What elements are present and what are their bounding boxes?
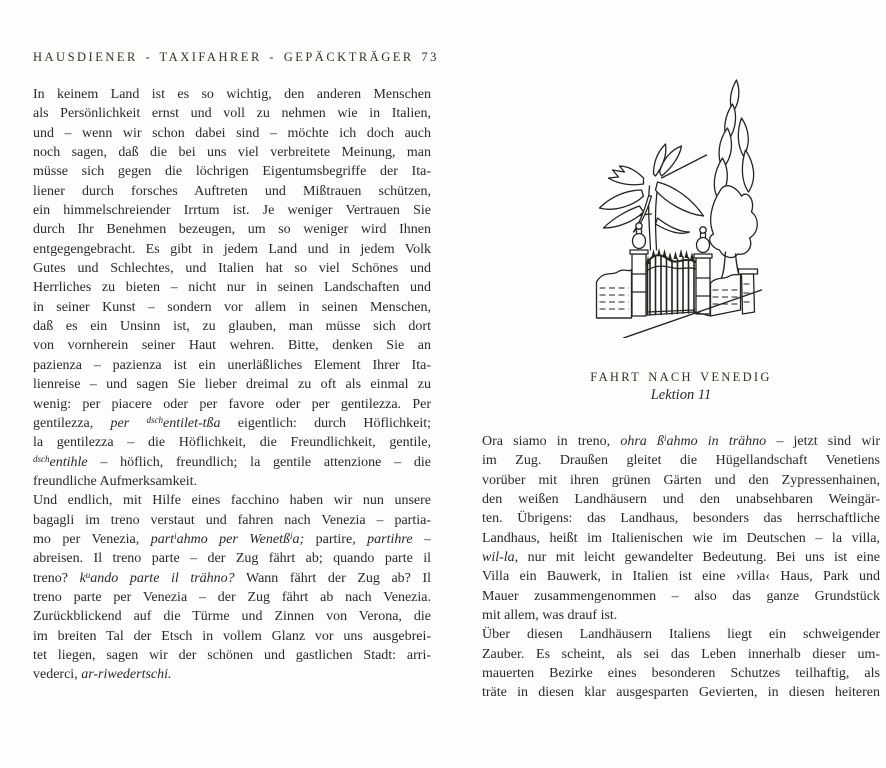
text-segment: dsch (146, 415, 163, 426)
text-segment: abreisen. Il treno parte – der Zug fährt ab; quando parte il (33, 551, 431, 567)
text-line (33, 588, 431, 607)
text-segment: i (663, 433, 667, 444)
text-line (33, 433, 431, 452)
text-line (482, 664, 880, 683)
text-line (482, 625, 880, 644)
right-page-body (482, 432, 880, 703)
text-segment: Ora siamo in treno, (482, 434, 621, 449)
text-segment: In keinem Land ist es so wichtig, den anderen Menschen (33, 87, 431, 102)
text-segment: eigentlich: durch Höflichkeit; (220, 415, 431, 431)
text-segment: mauerten Bezirke eines besonderen Schutzes teilhaftig, als (482, 666, 880, 682)
text-line (33, 317, 431, 336)
text-line (482, 548, 880, 567)
text-line (33, 240, 431, 259)
text-segment: Wann fährt der Zug ab? Il (234, 570, 431, 586)
text-segment: noch sagen, daß die bei uns viel verbreitete Meinung, man (33, 145, 431, 161)
text-segment: Über diesen Landhäusern Italiens liegt ein schweigender (482, 627, 880, 643)
text-line (33, 395, 431, 414)
text-segment: müsse sich gegen die löchrigen Eigentumsbegriffe der Ita- (33, 164, 431, 180)
text-segment: , nur mit leicht gewandelter Bedeutung. Bei uns ist eine (514, 550, 880, 566)
iron-gate (646, 248, 696, 315)
text-line (33, 375, 431, 394)
text-segment: bagagli im treno verstaut und fahren nach Venezia – partia- (33, 512, 431, 528)
text-segment: pazienza – pazienza ist ein unerläßliches Element Ihrer Ita- (33, 357, 431, 373)
chapter-subheading: Lektion 11 (650, 387, 712, 403)
text-line (33, 143, 431, 162)
text-line (482, 451, 880, 470)
text-segment: i (290, 531, 293, 542)
leafy-tree (600, 144, 707, 250)
text-line (33, 453, 431, 472)
text-segment: Gutes und Schlechtes, und Italien hat so viel Schönes und (33, 261, 431, 277)
text-segment: den weißen Landhäusern und den unabsehbaren Weingär- (482, 492, 880, 508)
text-line (482, 567, 880, 586)
text-segment: Zurückblickend auf die Türme und Zinnen von Verona, die (33, 609, 431, 625)
text-segment: entihle (49, 454, 88, 470)
text-segment: vederci, (33, 667, 82, 683)
text-line (482, 587, 880, 606)
text-segment: – höflich, freundlich; la gentile attenzione – die (87, 454, 431, 470)
text-line (33, 124, 431, 143)
text-line (482, 529, 880, 548)
text-line (482, 490, 880, 509)
text-segment: Herrliches zu bieten – nicht nur in seinen Landschaften und (33, 280, 431, 296)
text-line (33, 201, 431, 220)
text-segment: Landhaus, heißt im Italienischen wie im Deutschen – la villa, (482, 530, 880, 546)
chapter-heading: FAHRT NACH VENEDIG (590, 370, 772, 384)
text-line (482, 606, 880, 625)
text-segment: ar-riwedertschi. (81, 667, 172, 683)
text-line (33, 298, 431, 317)
text-segment: per (110, 415, 147, 431)
text-segment: ando parte il trähno? (90, 570, 235, 586)
text-segment: – (412, 531, 431, 547)
text-line (33, 356, 431, 375)
running-head: HAUSDIENER - TAXIFAHRER - GEPÄCKTRÄGER 73 (33, 50, 439, 64)
text-segment: im breiten Tal der Etsch in vollem Glanz vor uns ausgebrei- (33, 628, 431, 644)
text-segment: Villa ein Bauwerk, in Italien ist eine ›villa‹ Haus, Park und (482, 569, 880, 585)
text-line (33, 182, 431, 201)
text-segment: träte in diesen klar ausgesparten Gevierten, in diesen heiteren (482, 685, 880, 701)
text-segment: in seiner Kunst – sondern vor allem in seinen Menschen, (33, 299, 431, 315)
text-line (482, 683, 880, 702)
text-segment: und – wenn wir schon dabei sind – möchte ich doch auch (33, 125, 431, 141)
text-segment: – jetzt sind wir (766, 434, 880, 449)
text-line (33, 549, 431, 568)
text-line (33, 414, 431, 433)
text-line (33, 646, 431, 665)
garden-gate-illustration (592, 78, 770, 338)
text-segment: liener durch forsches Auftreten und Mißtrauen schützen, (33, 183, 431, 199)
text-segment: als Persönlichkeit ernst und voll zu nehmen wie in Italien, (33, 106, 431, 122)
text-segment: im Zug. Draußen gleitet die Hügellandschaft Venetiens (482, 453, 880, 469)
text-segment: u (85, 569, 91, 580)
text-segment: ein himmelschreiender Irrtum ist. Je weniger Vertrauen Sie (33, 203, 431, 219)
text-segment: Und endlich, mit Hilfe eines facchino haben wir nun unsere (33, 493, 431, 509)
text-segment: daß es ein Unsinn ist, zu glauben, man müsse sich dort (33, 319, 431, 335)
text-segment: treno? (33, 570, 80, 586)
text-segment: Mauer zusammengenommen – also das ganze Grundstück (482, 588, 880, 604)
text-segment: lienreise – und sagen Sie lieber dreimal zu oft als einmal zu (33, 377, 431, 393)
text-segment: entilet-tßa (162, 415, 221, 431)
text-segment: la gentilezza – die Höflichkeit, die Freundlichkeit, gentile, (33, 435, 431, 451)
text-line (33, 665, 431, 684)
text-line (33, 162, 431, 181)
text-line (33, 511, 431, 530)
illustration-container (482, 78, 880, 340)
text-line (33, 278, 431, 297)
text-line (482, 432, 880, 451)
text-line (33, 607, 431, 626)
text-segment: ten. Übrigens: das Landhaus, besonders das herrschaftliche (482, 511, 880, 527)
text-segment: mit allem, was drauf ist. (482, 608, 618, 624)
text-line (33, 336, 431, 355)
left-page-body (33, 85, 431, 685)
text-segment: partihre (367, 531, 413, 547)
cypress-tree (710, 80, 758, 286)
text-segment: dsch (33, 453, 50, 464)
text-segment: tet liegen, sagen wir der schönen und gastlichen Stadt: arri- (33, 647, 431, 663)
text-segment: i (174, 531, 177, 542)
right-page (482, 78, 880, 703)
text-segment: mo per Venezia, (33, 531, 151, 547)
text-line (33, 569, 431, 588)
text-line (33, 530, 431, 549)
text-segment: gentilezza, (33, 415, 111, 431)
text-segment: partire, (304, 531, 368, 547)
gate-posts (630, 223, 712, 316)
text-line (482, 471, 880, 490)
text-segment: vorüber mit ihren grünen Gärten und den Zypressenhainen, (482, 472, 880, 488)
text-segment: von vornherein seiner Haut wehren. Bitte, denken Sie an (33, 338, 431, 354)
text-segment: wil-la (482, 550, 515, 566)
left-page (33, 50, 439, 685)
text-line (33, 220, 431, 239)
text-segment: k (79, 570, 86, 586)
text-segment: entgegengebracht. Es gibt in jedem Land und in jedem Volk (33, 241, 431, 257)
text-segment: ohra ß (620, 434, 664, 449)
text-line (33, 472, 431, 491)
text-segment: wenig: per piacere oder per favore oder per gentilezza. Per (33, 396, 431, 412)
text-segment: freundliche Aufmerksamkeit. (33, 473, 198, 489)
text-segment: part (150, 531, 175, 547)
text-line (33, 104, 431, 123)
text-line (482, 645, 880, 664)
text-segment: a; (292, 531, 305, 547)
text-line (482, 509, 880, 528)
text-segment: ahmo in trähno (666, 434, 767, 449)
text-segment: durch Ihr Benehmen bezeugen, um so weniger wird Ihnen (33, 222, 431, 238)
text-line (33, 259, 431, 278)
text-line (33, 491, 431, 510)
text-line (33, 85, 431, 104)
text-segment: Zauber. Es scheint, als sei das Leben innerhalb dieser um- (482, 646, 880, 662)
text-line (33, 627, 431, 646)
text-segment: treno parte per Venezia – der Zug fährt ab nach Venezia. (33, 589, 431, 605)
text-segment: ahmo per Wenetß (176, 531, 290, 547)
